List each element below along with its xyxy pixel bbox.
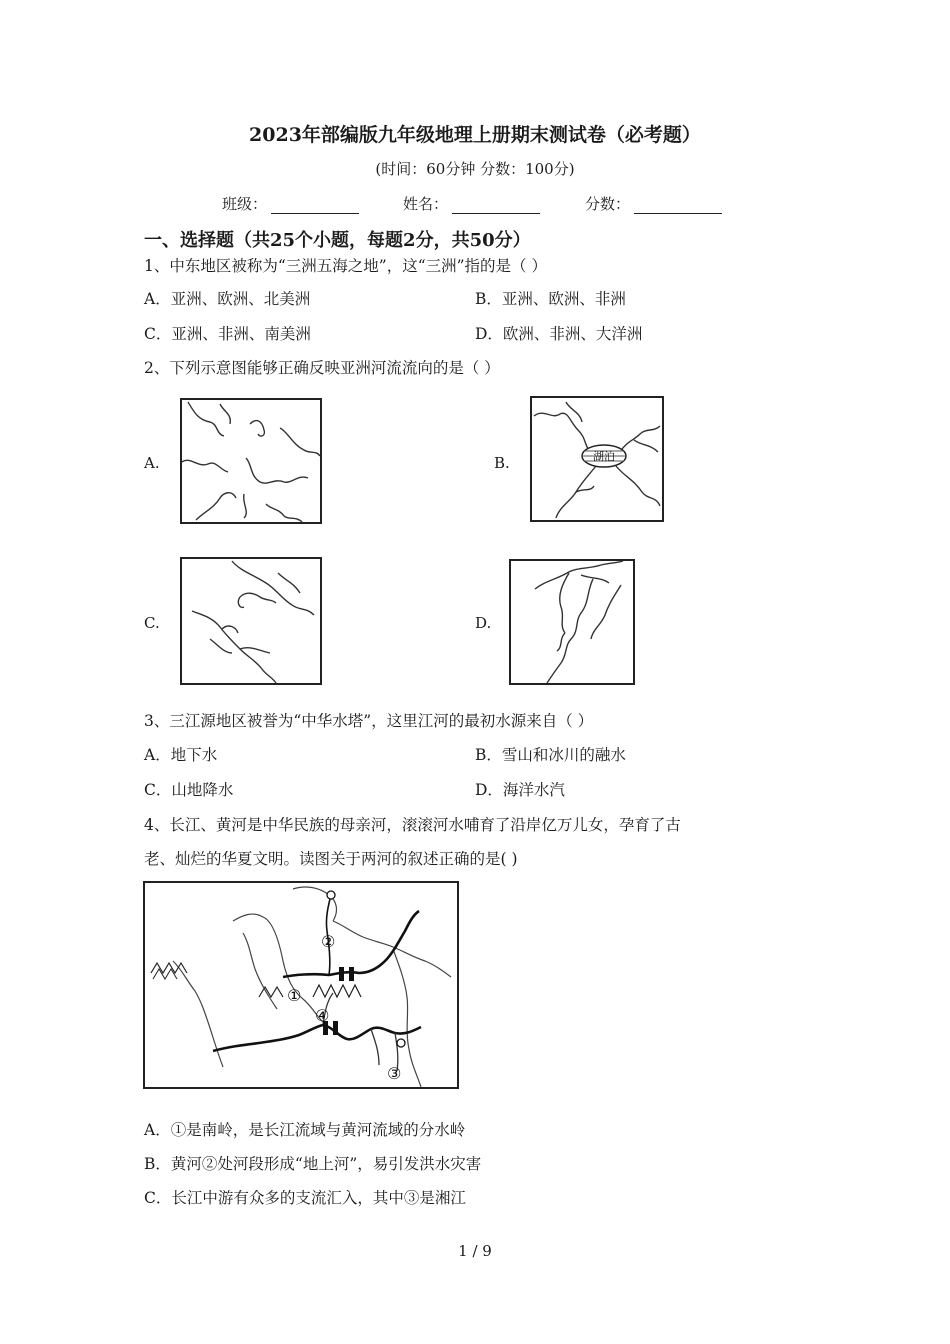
river-map-c <box>180 557 322 685</box>
question-4-option-a: A．①是南岭，是长江流域与黄河流域的分水岭 <box>144 1121 466 1139</box>
question-3-option-d: D．海洋水汽 <box>475 781 565 799</box>
yangtze-yellow-river-map <box>143 881 459 1089</box>
question-1-option-a: A．亚洲、欧洲、北美洲 <box>144 290 311 308</box>
class-label: 班级： <box>222 195 268 213</box>
question-3-option-b: B．雪山和冰川的融水 <box>475 746 626 764</box>
river-map-d <box>509 559 635 685</box>
name-label: 姓名： <box>403 195 449 213</box>
score-blank <box>634 197 722 214</box>
class-blank <box>271 197 359 214</box>
page-title: 2023年部编版九年级地理上册期末测试卷（必考题） <box>249 124 701 146</box>
question-2-label-c: C. <box>144 614 160 632</box>
question-3-option-c: C．山地降水 <box>144 781 234 799</box>
question-3-option-a: A．地下水 <box>144 746 218 764</box>
score-field <box>585 193 722 214</box>
question-2-label-d: D. <box>475 614 492 632</box>
question-4-option-c: C．长江中游有众多的支流汇入，其中③是湘江 <box>144 1189 466 1207</box>
question-2-stem: 2、下列示意图能够正确反映亚洲河流流向的是（ ） <box>144 359 500 377</box>
map-label-1: ① <box>287 986 302 1005</box>
score-label: 分数： <box>585 195 631 213</box>
page-number: 1 / 9 <box>458 1242 492 1260</box>
question-2-label-b: B. <box>494 454 510 472</box>
section-heading: 一、选择题（共25个小题，每题2分，共50分） <box>144 230 531 251</box>
exam-subtitle: (时间：60分钟 分数：100分) <box>375 160 575 178</box>
question-1-option-b: B．亚洲、欧洲、非洲 <box>475 290 626 308</box>
river-map-a <box>180 398 322 524</box>
river-map-b <box>530 396 664 522</box>
name-blank <box>452 197 540 214</box>
question-1-option-d: D．欧洲、非洲、大洋洲 <box>475 325 643 343</box>
map-label-2: ② <box>321 932 336 951</box>
question-3-stem: 3、三江源地区被誉为“中华水塔”，这里江河的最初水源来自（ ） <box>144 712 594 730</box>
question-4-option-b: B．黄河②处河段形成“地上河”，易引发洪水灾害 <box>144 1155 482 1173</box>
question-4-stem-line1: 4、长江、黄河是中华民族的母亲河，滚滚河水哺育了沿岸亿万儿女，孕育了古 <box>144 816 681 834</box>
name-field <box>403 193 540 214</box>
map-label-3: ③ <box>387 1064 402 1083</box>
class-field <box>222 193 359 214</box>
map-label-4: ④ <box>315 1006 330 1025</box>
question-1-option-c: C．亚洲、非洲、南美洲 <box>144 325 311 343</box>
question-1-stem: 1、中东地区被称为“三洲五海之地”，这“三洲”指的是（ ） <box>144 257 547 275</box>
question-2-label-a: A. <box>144 454 160 472</box>
question-4-stem-line2: 老、灿烂的华夏文明。读图关于两河的叙述正确的是( ) <box>144 850 518 868</box>
lake-label: 湖泊 <box>593 450 615 463</box>
